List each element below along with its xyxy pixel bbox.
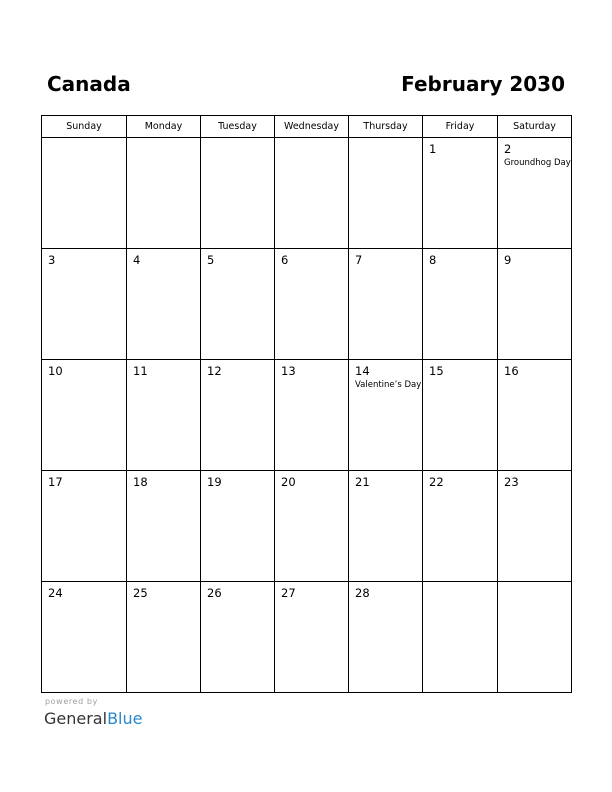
weekday-header: Thursday: [349, 116, 423, 138]
day-cell: [349, 582, 423, 693]
month-year-title: February 2030: [401, 72, 565, 96]
day-number: 14: [355, 364, 370, 378]
day-number: 22: [429, 475, 444, 489]
day-cell: [275, 138, 349, 249]
day-cell: [201, 471, 275, 582]
day-cell: [42, 138, 127, 249]
day-cell: [127, 249, 201, 360]
weekday-header-row: [42, 116, 572, 138]
week-row: [42, 249, 572, 360]
day-cell: [275, 360, 349, 471]
day-cell: [498, 582, 572, 693]
day-number: 8: [429, 253, 437, 267]
day-number: 26: [207, 586, 222, 600]
day-cell: [127, 360, 201, 471]
day-number: 7: [355, 253, 363, 267]
day-number: 25: [133, 586, 148, 600]
day-cell: [42, 249, 127, 360]
day-cell: [127, 582, 201, 693]
day-number: 9: [504, 253, 512, 267]
day-cell: [127, 471, 201, 582]
day-cell: [275, 471, 349, 582]
day-number: 19: [207, 475, 222, 489]
day-cell: [275, 582, 349, 693]
day-cell: [201, 360, 275, 471]
day-number: 13: [281, 364, 296, 378]
week-row: [42, 138, 572, 249]
brand-name-general: General: [44, 709, 108, 728]
day-cell: [498, 360, 572, 471]
day-cell: [423, 582, 498, 693]
week-row: [42, 471, 572, 582]
day-cell: [349, 138, 423, 249]
day-cell: [42, 360, 127, 471]
brand-name-blue: Blue: [107, 709, 143, 728]
weekday-header: Saturday: [498, 116, 572, 138]
holiday-label: Valentine’s Day: [355, 380, 422, 390]
day-cell: [423, 360, 498, 471]
holiday-label: Groundhog Day: [504, 158, 571, 168]
day-cell: [349, 471, 423, 582]
day-cell: [201, 582, 275, 693]
country-title: Canada: [47, 72, 131, 96]
day-cell: [498, 138, 572, 249]
day-cell: [127, 138, 201, 249]
day-cell: [423, 471, 498, 582]
day-number: 11: [133, 364, 148, 378]
weekday-header: Friday: [423, 116, 498, 138]
day-number: 10: [48, 364, 63, 378]
weekday-header: Monday: [127, 116, 201, 138]
day-cell: [201, 249, 275, 360]
day-number: 15: [429, 364, 444, 378]
day-number: 2: [504, 142, 512, 156]
day-number: 21: [355, 475, 370, 489]
week-row: [42, 360, 572, 471]
day-number: 24: [48, 586, 63, 600]
day-cell: [498, 471, 572, 582]
calendar-grid: [41, 115, 572, 693]
weekday-header: Wednesday: [275, 116, 349, 138]
day-number: 20: [281, 475, 296, 489]
footer-branding: [44, 697, 142, 729]
weekday-header: Tuesday: [201, 116, 275, 138]
day-number: 18: [133, 475, 148, 489]
brand-logo[interactable]: [44, 709, 142, 729]
day-number: 17: [48, 475, 63, 489]
day-number: 1: [429, 142, 437, 156]
day-number: 28: [355, 586, 370, 600]
day-cell: [275, 249, 349, 360]
day-cell: [349, 360, 423, 471]
day-cell: [42, 471, 127, 582]
day-number: 3: [48, 253, 56, 267]
day-cell: [423, 249, 498, 360]
day-number: 5: [207, 253, 215, 267]
day-cell: [349, 249, 423, 360]
powered-by-label: powered by: [45, 697, 98, 706]
day-number: 12: [207, 364, 222, 378]
day-cell: [42, 582, 127, 693]
day-number: 6: [281, 253, 289, 267]
day-number: 16: [504, 364, 519, 378]
day-number: 27: [281, 586, 296, 600]
day-number: 4: [133, 253, 141, 267]
week-row: [42, 582, 572, 693]
weekday-header: Sunday: [42, 116, 127, 138]
day-cell: [498, 249, 572, 360]
day-cell: [423, 138, 498, 249]
day-number: 23: [504, 475, 519, 489]
day-cell: [201, 138, 275, 249]
